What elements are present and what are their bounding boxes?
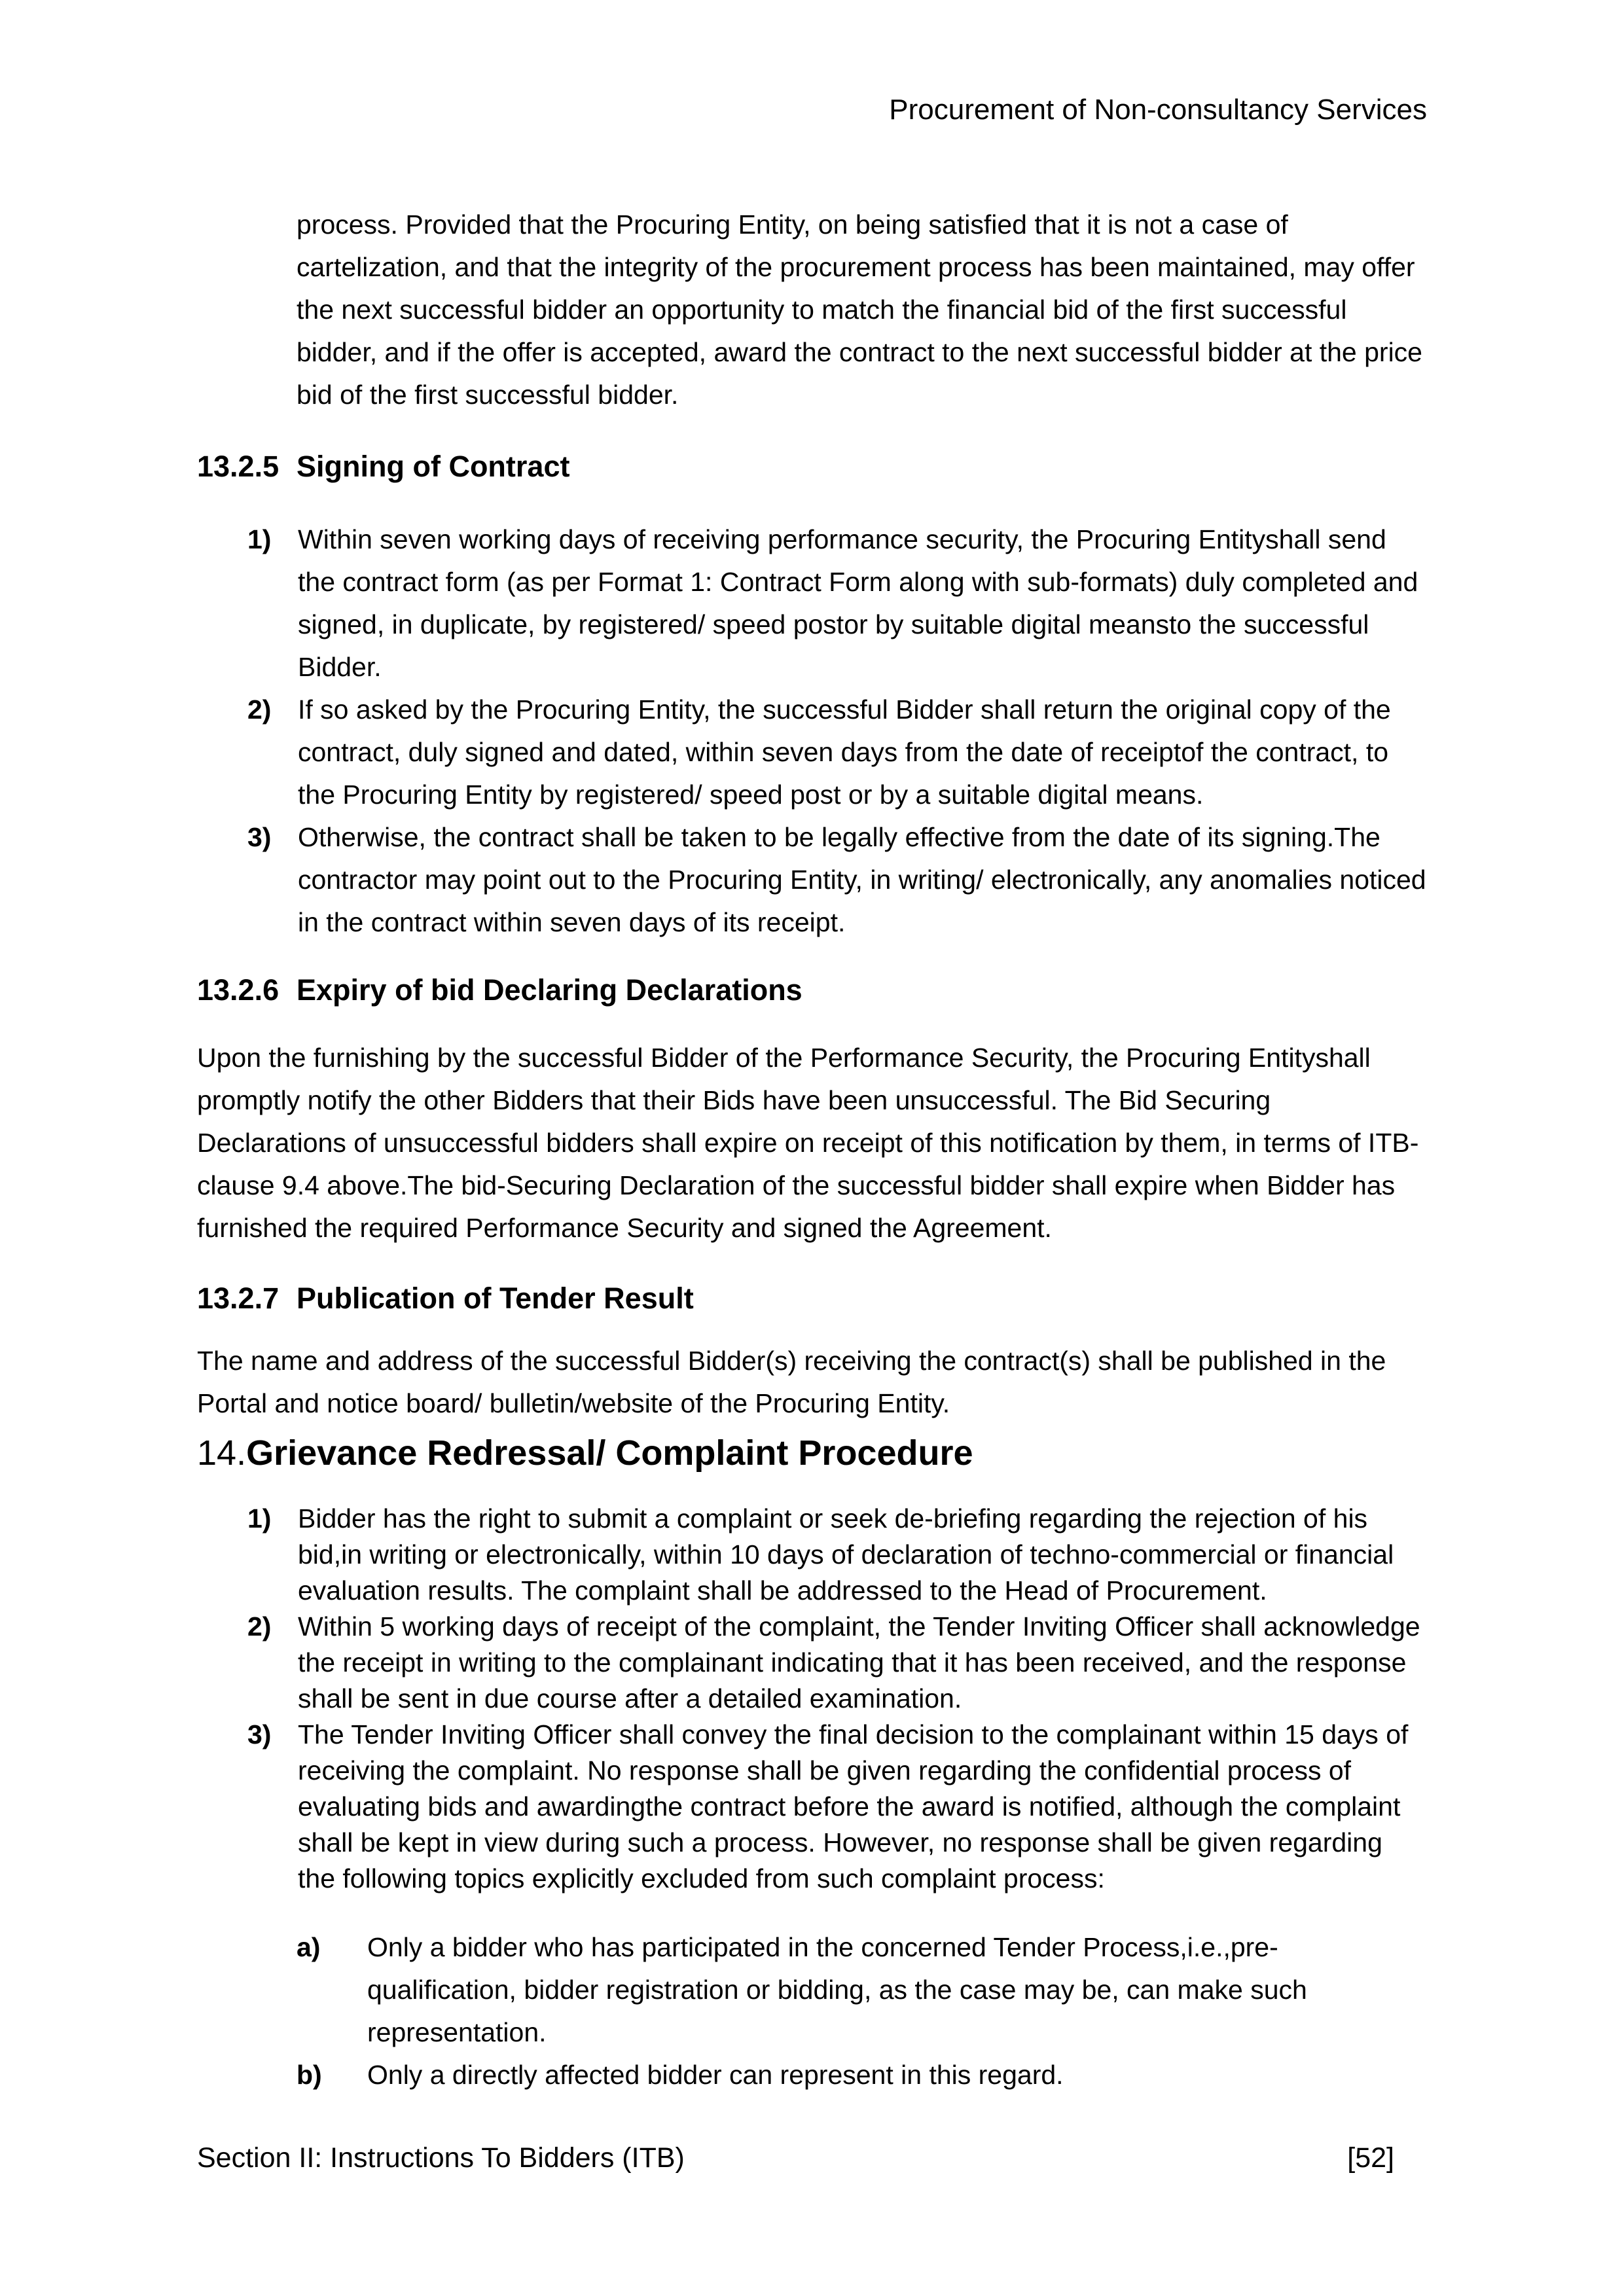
lettered-sub-list <box>197 1926 1427 2096</box>
list-item-marker: 1) <box>247 524 272 554</box>
list-item-text: Within 5 working days of receipt of the complaint, the Tender Inviting Officer shall acknowledge the receipt in writing to the complainant indicating that it has been received, and the response shall be sent in due course after a detailed examination. <box>298 1611 1420 1713</box>
numbered-list-13-2-5 <box>197 518 1427 944</box>
list-item <box>197 689 1427 816</box>
footer-section-label: Section II: Instructions To Bidders (ITB) <box>197 2142 685 2174</box>
list-item <box>197 518 1427 689</box>
list-item-marker: 2) <box>247 694 272 725</box>
list-item-text: Within seven working days of receiving performance security, the Procuring Entityshall send the contract form (as per Format 1: Contract Form along with sub-formats) duly completed and signed, in duplicate, by registered/ speed postor by suitable digital meansto the successful Bidder. <box>298 524 1418 682</box>
list-item-marker: 3) <box>247 822 272 852</box>
section-paragraph-13-2-7: The name and address of the successful Bidder(s) receiving the contract(s) shall be published in the Portal and notice board/ bulletin/website of the Procuring Entity. <box>197 1346 1386 1418</box>
sub-list-item-marker: b) <box>297 2060 322 2090</box>
section-number: 13.2.7 <box>197 1282 280 1315</box>
list-item <box>197 816 1427 944</box>
section-number: 13.2.5 <box>197 450 280 483</box>
list-item-text: The Tender Inviting Officer shall convey the final decision to the complainant within 15 days of receiving the complaint. No response shall be given regarding the confidential process of evaluating bids and awardingthe contract before the award is notified, although the complaint shall be kept in view during such a process. However, no response shall be given regarding the following topics explicitly excluded from such complaint process: <box>298 1719 1409 1893</box>
section-paragraph-13-2-6: Upon the furnishing by the successful Bidder of the Performance Security, the Procuring Entityshall promptly notify the other Bidders that their Bids have been unsuccessful. The Bid Securing Declarations of unsuccessful bidders shall expire on receipt of this notification by them, in terms of ITB-clause 9.4 above.The bid-Securing Declaration of the successful bidder shall expire when Bidder has furnished the required Performance Security and signed the Agreement. <box>197 1043 1419 1243</box>
section-title: Expiry of bid Declaring Declarations <box>297 973 803 1007</box>
list-item-text: If so asked by the Procuring Entity, the successful Bidder shall return the original copy of the contract, duly signed and dated, within seven days from the date of receiptof the contract, to the Procuring Entity by registered/ speed post or by a suitable digital means. <box>298 694 1391 810</box>
section-heading-13-2-5 <box>197 448 1427 486</box>
list-item-marker: 3) <box>247 1719 272 1749</box>
intro-paragraph: process. Provided that the Procuring Entity, on being satisfied that it is not a case of cartelization, and that the integrity of the procurement process has been maintained, may offer the next successful bidder an opportunity to match the financial bid of the first successful bidder, and if the offer is accepted, award the contract to the next successful bidder at the price bid of the first successful bidder. <box>297 209 1422 410</box>
list-item-text: Bidder has the right to submit a complaint or seek de-briefing regarding the rejection of his bid,in writing or electronically, within 10 days of declaration of techno-commercial or financial evaluation results. The complaint shall be addressed to the Head of Procurement. <box>298 1503 1394 1605</box>
section-heading-13-2-7 <box>197 1280 1427 1318</box>
page-header <box>197 0 1427 128</box>
footer-page-number: [52] <box>1347 2142 1394 2174</box>
chapter-heading-14 <box>197 1431 1427 1475</box>
header-title: Procurement of Non-consultancy Services <box>889 94 1427 126</box>
section-title: Publication of Tender Result <box>297 1282 694 1315</box>
list-item <box>197 1609 1427 1717</box>
list-item-marker: 1) <box>247 1503 272 1534</box>
sub-list-item <box>197 1926 1427 2054</box>
list-item <box>197 1501 1427 1609</box>
sub-list-item-text: Only a directly affected bidder can represent in this regard. <box>367 2060 1064 2090</box>
sub-list-item-marker: a) <box>297 1932 321 1962</box>
section-number: 13.2.6 <box>197 973 280 1007</box>
sub-list-item-text: Only a bidder who has participated in the concerned Tender Process,i.e.,pre-qualification, bidder registration or bidding, as the case may be, can make such representation. <box>367 1932 1307 2047</box>
numbered-list-14 <box>197 1501 1427 1897</box>
sub-list-item <box>197 2054 1427 2096</box>
chapter-number: 14. <box>197 1433 247 1473</box>
section-title: Signing of Contract <box>297 450 570 483</box>
section-heading-13-2-6 <box>197 971 1427 1009</box>
list-item-marker: 2) <box>247 1611 272 1641</box>
page-footer <box>197 2140 1394 2176</box>
list-item-text: Otherwise, the contract shall be taken to be legally effective from the date of its signing.The contractor may point out to the Procuring Entity, in writing/ electronically, any anomalies noticed in the contract within seven days of its receipt. <box>298 822 1426 937</box>
list-item <box>197 1717 1427 1897</box>
chapter-title: Grievance Redressal/ Complaint Procedure <box>246 1433 973 1473</box>
